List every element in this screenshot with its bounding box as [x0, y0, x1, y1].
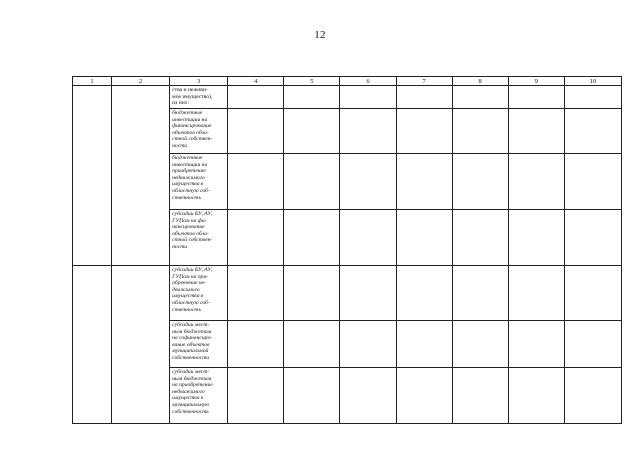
row-description: субсидии мест- ным бюджетам на приобретение недвижимого имущества в муниципальную собственность: [172, 369, 213, 415]
table-cell: [228, 109, 284, 154]
column-header: 10: [564, 77, 621, 86]
table-cell: [508, 109, 564, 154]
table-cell: [284, 86, 340, 109]
table-cell: [564, 368, 621, 424]
table-cell: [508, 210, 564, 266]
table-cell: [340, 321, 396, 368]
table-cell: [508, 86, 564, 109]
row-description-cell: [170, 210, 228, 266]
table-cell: [564, 154, 621, 210]
table-cell: [228, 266, 284, 321]
table-cell: [340, 368, 396, 424]
row-group-cell-col2: [112, 86, 170, 266]
table-cell: [228, 154, 284, 210]
table-cell: [452, 210, 508, 266]
table-cell: [508, 368, 564, 424]
table-cell: [508, 321, 564, 368]
row-description-cell: [170, 109, 228, 154]
table-cell: [396, 86, 452, 109]
table-cell: [452, 368, 508, 424]
table-cell: [284, 266, 340, 321]
table-cell: [452, 321, 508, 368]
table-cell: [228, 321, 284, 368]
row-description-cell: [170, 321, 228, 368]
row-description-cell: [170, 266, 228, 321]
row-group-cell-col2: [112, 266, 170, 424]
table-cell: [396, 210, 452, 266]
column-header: 5: [284, 77, 340, 86]
table-cell: [452, 109, 508, 154]
table-cell: [284, 109, 340, 154]
table-cell: [284, 154, 340, 210]
row-description: субсидии БУ, АУ, ГУПам на фи- нансирование объектов обла- стной собствен- ности: [172, 211, 213, 250]
table-cell: [340, 109, 396, 154]
table-cell: [396, 266, 452, 321]
table-cell: [508, 154, 564, 210]
column-header: 9: [508, 77, 564, 86]
page-number: 12: [314, 29, 326, 41]
table-row: [73, 86, 622, 109]
table-cell: [396, 109, 452, 154]
row-description: ства и неживи- мое имущество), из них:: [172, 87, 213, 107]
table-cell: [452, 266, 508, 321]
table-cell: [228, 210, 284, 266]
table-cell: [396, 321, 452, 368]
row-description: бюджетные инвестиции на приобретение недвижимого имущества в областную соб- ственность: [172, 155, 210, 201]
budget-table: [72, 76, 622, 424]
table-cell: [564, 86, 621, 109]
column-header: 1: [73, 77, 112, 86]
table-cell: [284, 210, 340, 266]
table-cell: [564, 321, 621, 368]
row-group-cell-col1: [73, 266, 112, 424]
table-cell: [452, 154, 508, 210]
column-header: 3: [170, 77, 228, 86]
table-cell: [452, 86, 508, 109]
table-cell: [340, 266, 396, 321]
column-header: 6: [340, 77, 396, 86]
table-cell: [396, 154, 452, 210]
table-cell: [340, 86, 396, 109]
row-description: субсидии мест- ным бюджетам на софинансиро- вание объектов муниципальной собственности: [172, 322, 213, 361]
table-cell: [228, 368, 284, 424]
table-cell: [284, 368, 340, 424]
column-number-header-row: [73, 77, 622, 86]
table-cell: [564, 266, 621, 321]
table-row: [73, 266, 622, 321]
table-cell: [564, 210, 621, 266]
row-description-cell: [170, 86, 228, 109]
table-cell: [508, 266, 564, 321]
table-cell: [340, 154, 396, 210]
column-header: 2: [112, 77, 170, 86]
table-cell: [284, 321, 340, 368]
table-cell: [564, 109, 621, 154]
row-group-cell-col1: [73, 86, 112, 266]
column-header: 8: [452, 77, 508, 86]
row-description: субсидии БУ, АУ, ГУПам на при- обретение не- движимого имущества в областную соб- ственность: [172, 267, 213, 313]
table-cell: [228, 86, 284, 109]
column-header: 4: [228, 77, 284, 86]
row-description-cell: [170, 154, 228, 210]
row-description-cell: [170, 368, 228, 424]
table-cell: [396, 368, 452, 424]
table-cell: [340, 210, 396, 266]
column-header: 7: [396, 77, 452, 86]
row-description: бюджетные инвестиции на финансирование объектов обла- стной собствен- ности: [172, 110, 213, 149]
